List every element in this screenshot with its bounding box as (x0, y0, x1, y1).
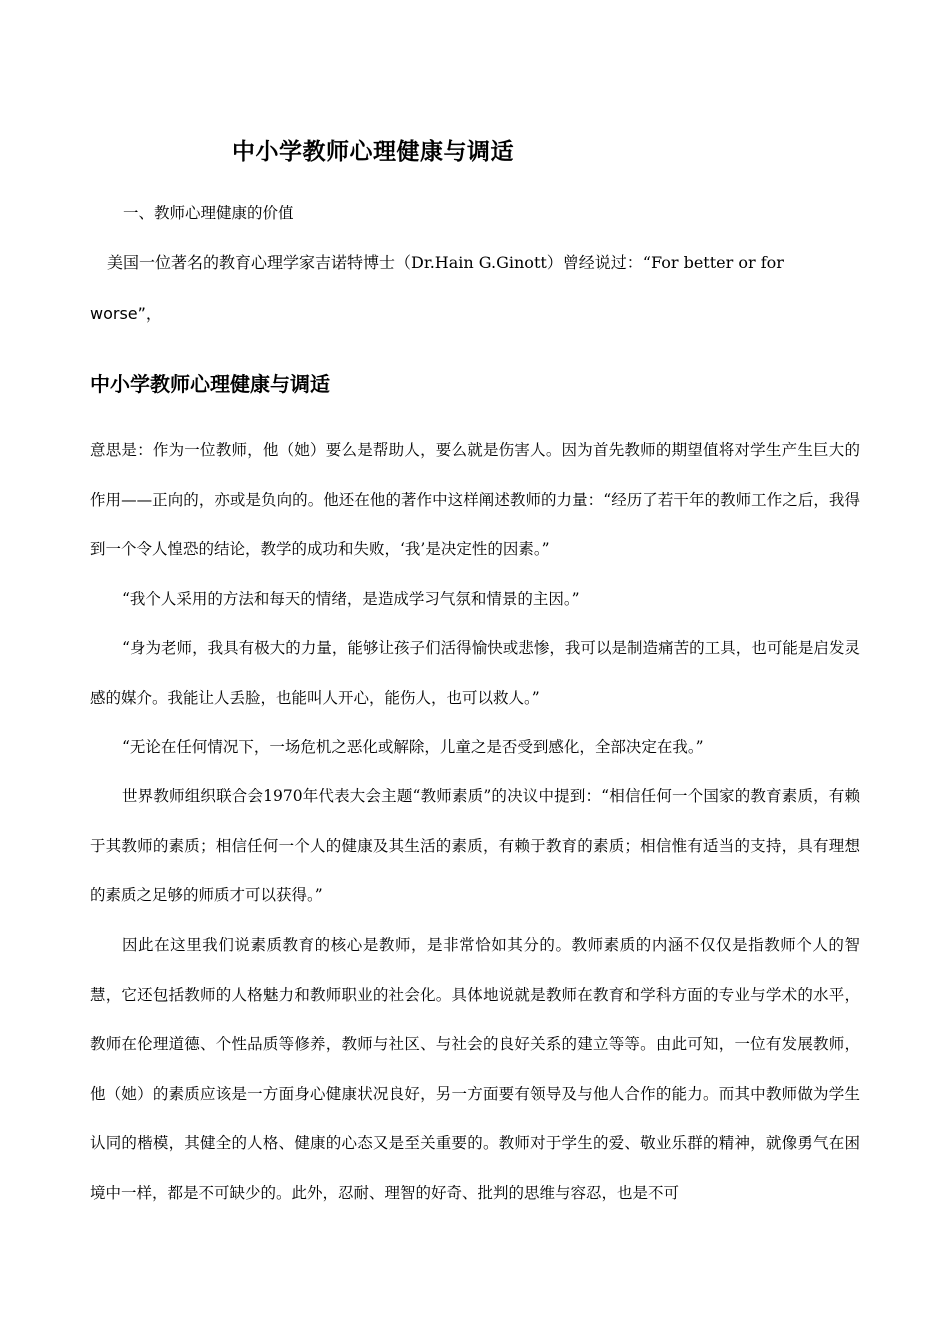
document-subtitle: 中小学教师心理健康与调适 (90, 372, 330, 396)
section-heading: 一、教师心理健康的价值 (123, 204, 294, 222)
paragraph-quote-1: “我个人采用的方法和每天的情绪，是造成学习气氛和情景的主因。” (122, 590, 580, 608)
intro-line-1: 美国一位著名的教育心理学家吉诺特博士（Dr.Hain G.Ginott）曾经说过：“For better or for (107, 253, 784, 272)
intro-line-2: worse”， (90, 304, 162, 323)
paragraph-teacher-quality: 因此在这里我们说素质教育的核心是教师，是非常恰如其分的。教师素质的内涵不仅仅是指教师个人的智慧，它还包括教师的人格魅力和教师职业的社会化。具体地说就是教师在教育和学科方面的专业与学术的水平，教师在伦理道德、个性品质等修养，教师与社区、与社会的良好关系的建立等等。由此可知，一位有发展教师，他（她）的素质应该是一方面身心健康状况良好，另一方面要有领导及与他人合作的能力。而其中教师做为学生认同的楷模，其健全的人格、健康的心态又是至关重要的。教师对于学生的爱、敬业乐群的精神，就像勇气在困境中一样，都是不可缺少的。此外，忍耐、理智的好奇、批判的思维与容忍，也是不可 (90, 936, 860, 1202)
paragraph-quote-3: “无论在任何情况下，一场危机之恶化或解除，儿童之是否受到感化，全部决定在我。” (122, 738, 704, 756)
paragraph-resolution: 世界教师组织联合会1970年代表大会主题“教师素质”的决议中提到：“相信任何一个国家的教育素质，有赖于其教师的素质；相信任何一个人的健康及其生活的素质，有赖于教育的素质；相信惟有适当的支持，具有理想的素质之足够的师质才可以获得。” (90, 787, 860, 904)
document-title: 中小学教师心理健康与调适 (232, 138, 514, 165)
paragraph-meaning: 意思是：作为一位教师，他（她）要么是帮助人，要么就是伤害人。因为首先教师的期望值将对学生产生巨大的作用——正向的，亦或是负向的。他还在他的著作中这样阐述教师的力量：“经历了若干年的教师工作之后，我得到一个令人惶恐的结论，教学的成功和失败，‘我’是决定性的因素。” (90, 441, 860, 558)
paragraph-quote-2: “身为老师，我具有极大的力量，能够让孩子们活得愉快或悲惨，我可以是制造痛苦的工具，也可能是启发灵感的媒介。我能让人丢脸，也能叫人开心，能伤人，也可以救人。” (90, 639, 860, 707)
